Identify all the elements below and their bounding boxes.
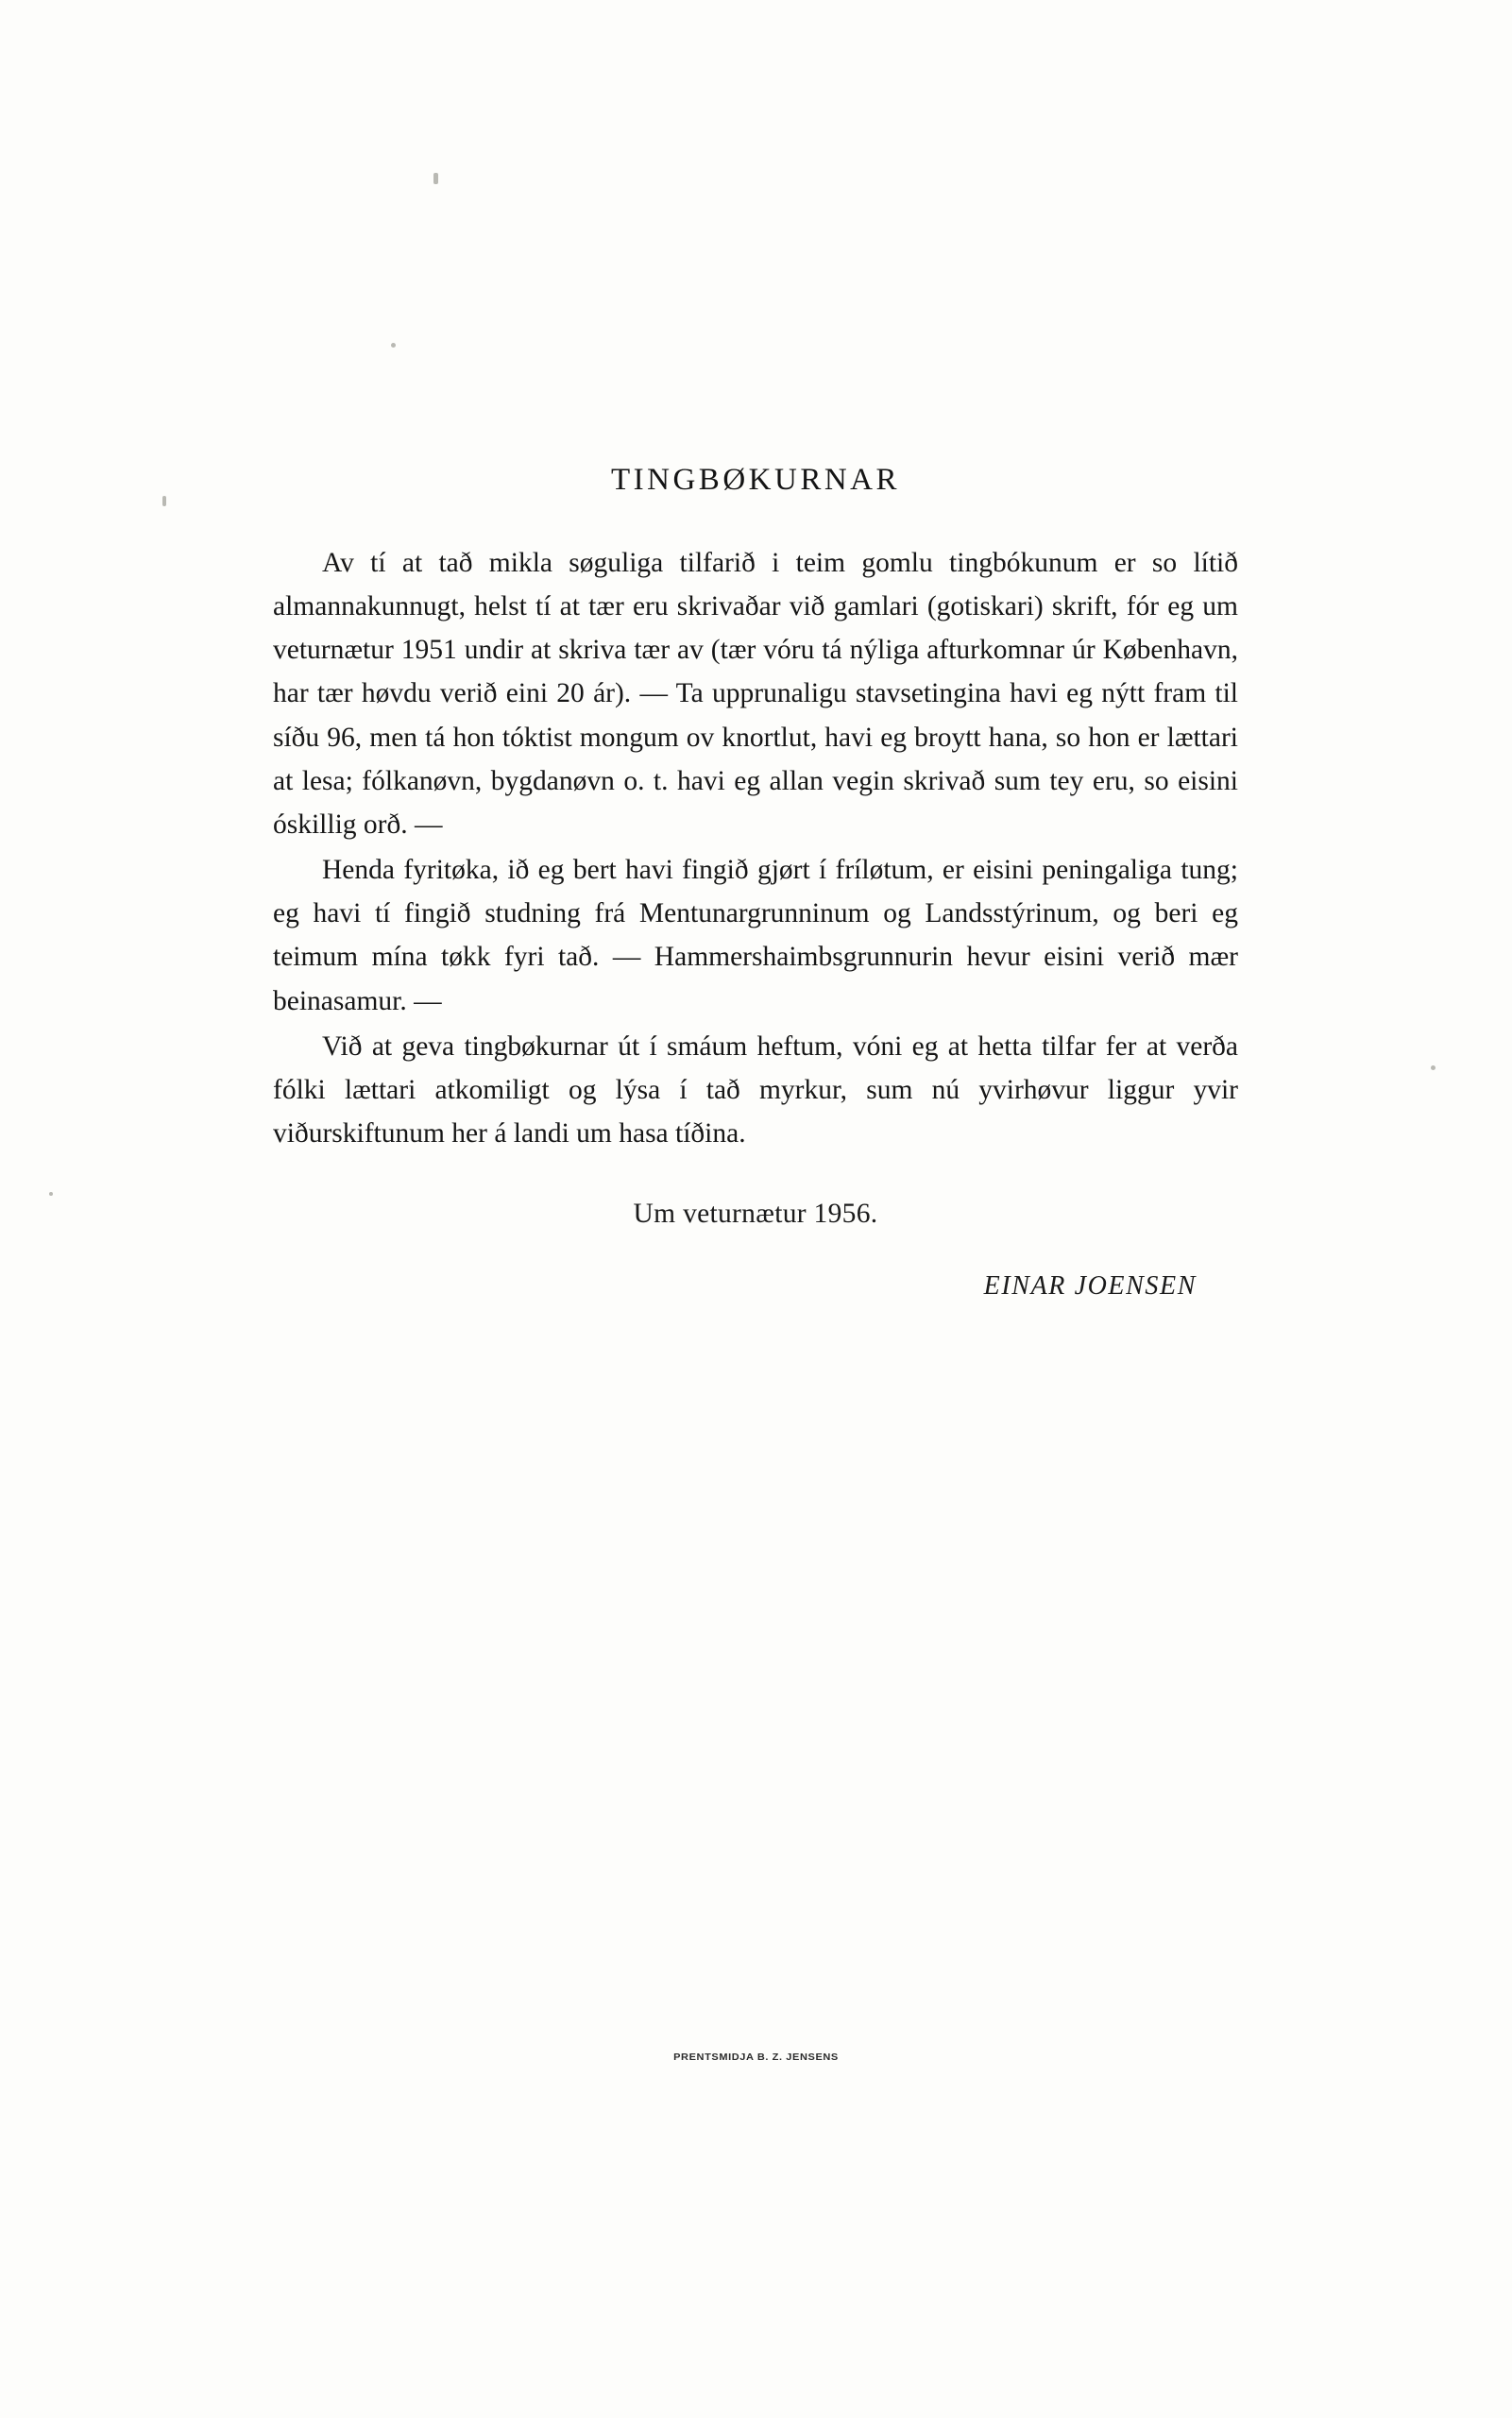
scan-artifact-mark [391, 343, 396, 348]
page-title: TINGBØKURNAR [611, 463, 900, 497]
document-text-block [273, 463, 1238, 1328]
scan-artifact-mark [49, 1192, 53, 1196]
author-signature: EINAR JOENSEN [983, 1271, 1197, 1302]
body-paragraph: Við at geva tingbøkurnar út í smáum heftum, vóni eg at hetta tilfar fer at verða fólki lættari atkomiligt og lýsa í tað myrkur, sum nú yvirhøvur liggur yvir viðurskiftunum her á landi um hasa tíðina. [273, 1030, 1238, 1149]
scan-artifact-mark [1431, 1065, 1436, 1070]
printer-colophon: PRENTSMIDJA B. Z. JENSENS [673, 2052, 839, 2063]
closing-date: Um veturnætur 1956. [633, 1199, 878, 1230]
scan-artifact-mark [162, 496, 166, 506]
scan-artifact-mark [433, 173, 438, 184]
body-paragraph: Av tí at tað mikla søguliga tilfarið i teim gomlu tingbókunum er so lítið almannakunnugt, helst tí at tær eru skrivaðar við gamlari (gotiskari) skrift, fór eg um veturnætur 1951 undir at skriva tær av (tær vóru tá nýliga afturkomnar úr København, har tær høvdu verið eini 20 ár). — Ta upprunaligu stavsetingina havi eg nýtt fram til síðu 96, men tá hon tóktist mongum ov knortlut, havi eg broytt hana, so hon er lættari at lesa; fólkanøvn, bygdanøvn o. t. havi eg allan vegin skrivað sum tey eru, so eisini óskillig orð. — [273, 548, 1238, 840]
body-paragraph: Henda fyritøka, ið eg bert havi fingið gjørt í fríløtum, er eisini peningaliga tung; eg havi tí fingið studning frá Mentunargrunninum og Landsstýrinum, og beri eg teimum mína tøkk fyri tað. — Hammershaimbsgrunnurin hevur eisini verið mær beinasamur. — [273, 855, 1238, 1016]
